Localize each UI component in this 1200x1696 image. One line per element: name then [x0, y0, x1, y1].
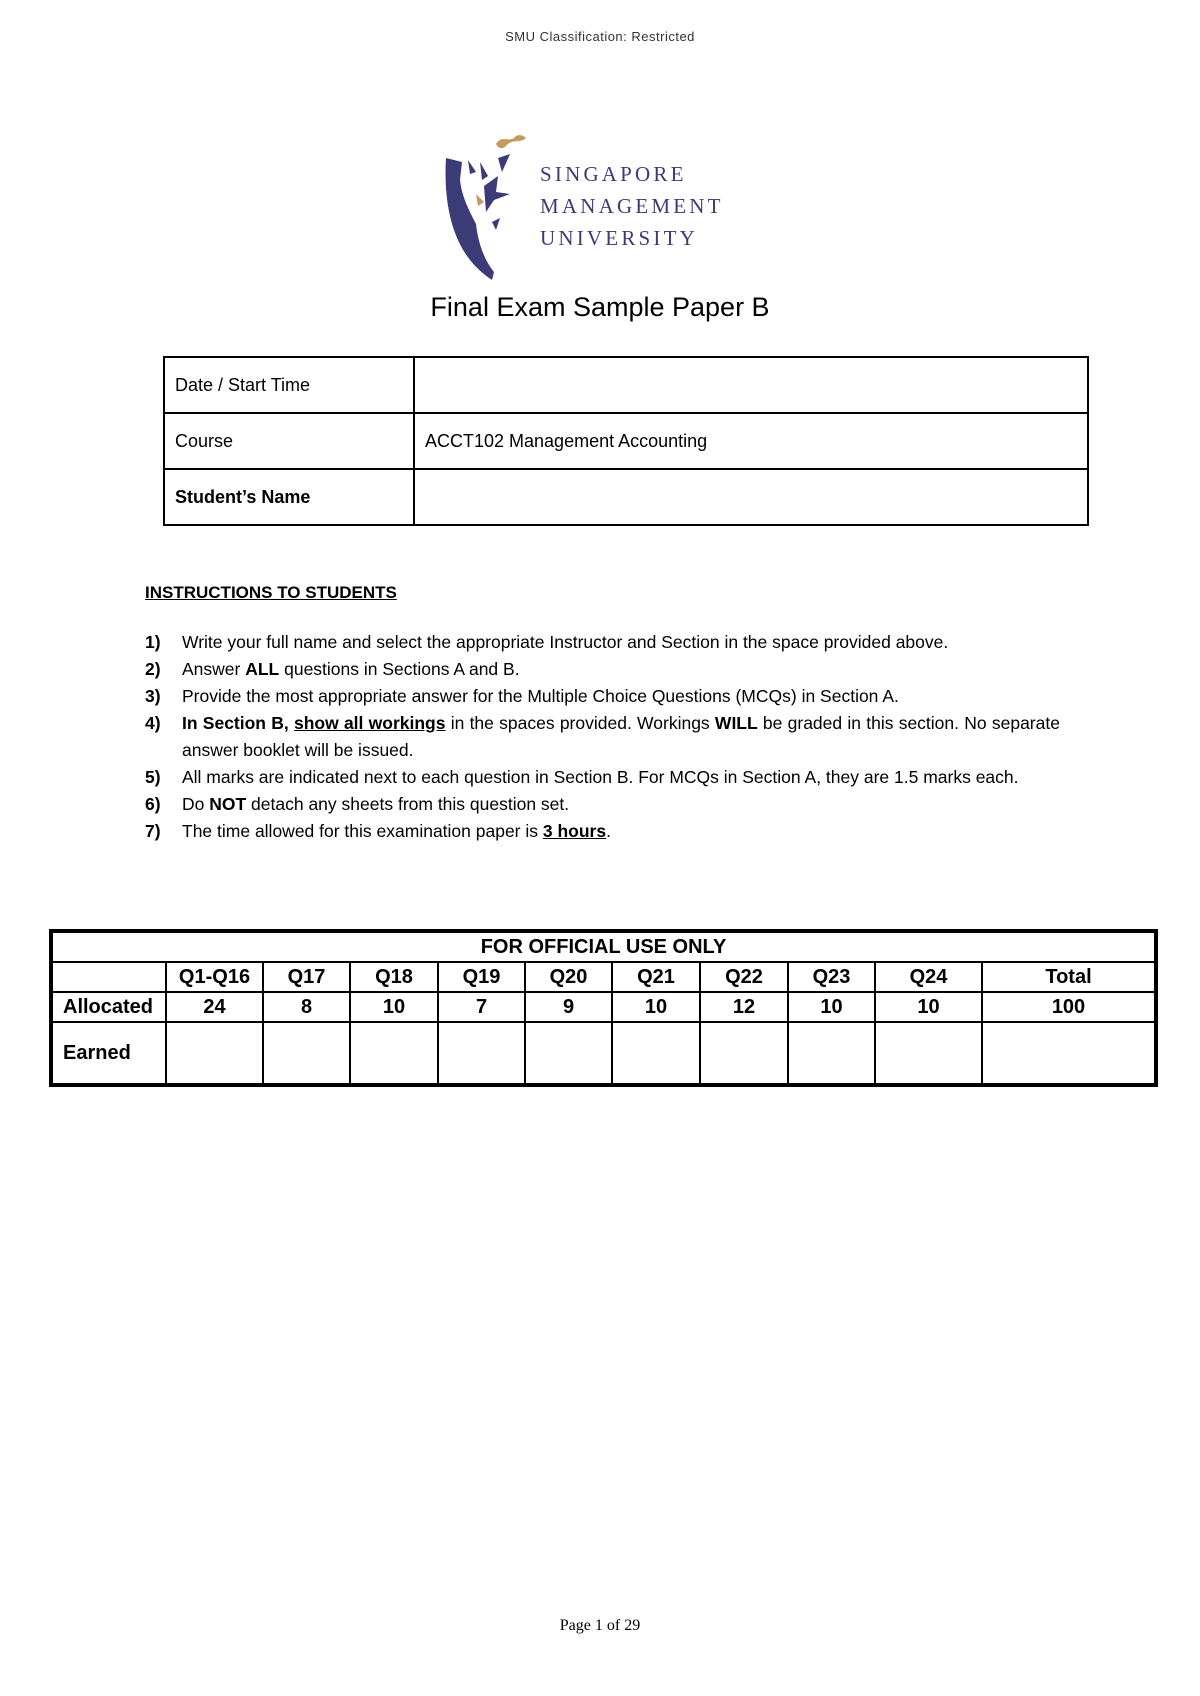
earned-q19-field[interactable] — [438, 1022, 525, 1085]
instruction-number: 1) — [145, 632, 161, 652]
classification-label: SMU Classification: Restricted — [505, 29, 695, 44]
page-title: Final Exam Sample Paper B — [430, 292, 770, 322]
allocated-label: Allocated — [51, 992, 166, 1022]
header-q22: Q22 — [700, 962, 788, 992]
instruction-text: The time allowed for this examination paper is — [182, 821, 543, 841]
instruction-text: Do — [182, 794, 210, 814]
allocated-row — [51, 992, 1156, 1022]
header-q19: Q19 — [438, 962, 525, 992]
earned-q1-q16-field[interactable] — [166, 1022, 263, 1085]
allocated-q1-q16: 24 — [166, 992, 263, 1022]
official-header-row — [51, 962, 1156, 992]
instruction-number: 2) — [145, 659, 161, 679]
instruction-text: detach any sheets from this question set. — [246, 794, 570, 814]
header-q24: Q24 — [875, 962, 982, 992]
date-field[interactable] — [414, 357, 1088, 413]
allocated-total: 100 — [982, 992, 1156, 1022]
allocated-q24: 10 — [875, 992, 982, 1022]
instruction-text: in the spaces provided. Workings — [445, 713, 715, 733]
info-row-date — [164, 357, 1088, 413]
instruction-item — [145, 818, 1060, 845]
instruction-number: 7) — [145, 821, 161, 841]
earned-label: Earned — [51, 1022, 166, 1085]
logo-text-line1: SINGAPORE — [540, 162, 687, 186]
header-q18: Q18 — [350, 962, 438, 992]
instruction-emphasis: In Section B, — [182, 713, 294, 733]
instruction-emphasis-underlined: 3 hours — [542, 821, 607, 841]
instructions-heading: INSTRUCTIONS TO STUDENTS — [145, 583, 397, 602]
student-name-field[interactable] — [414, 469, 1088, 525]
instruction-number: 4) — [145, 713, 161, 733]
page-number: Page 1 of 29 — [559, 1617, 641, 1634]
course-value: ACCT102 Management Accounting — [414, 413, 1088, 469]
instruction-text: Provide the most appropriate answer for the Multiple Choice Questions (MCQs) in Section A. — [182, 686, 899, 706]
earned-row — [51, 1022, 1156, 1085]
instruction-emphasis-underlined: show all workings — [293, 713, 446, 733]
info-row-name — [164, 469, 1088, 525]
date-label: Date / Start Time — [164, 357, 414, 413]
instruction-number: 3) — [145, 686, 161, 706]
instruction-item — [145, 656, 1060, 683]
logo-text-line2: MANAGEMENT — [540, 194, 724, 218]
student-info-table — [163, 356, 1089, 526]
earned-q24-field[interactable] — [875, 1022, 982, 1085]
instruction-text: Write your full name and select the appropriate Instructor and Section in the space provided above. — [182, 632, 949, 652]
instruction-emphasis: NOT — [209, 794, 247, 814]
header-q17: Q17 — [263, 962, 350, 992]
allocated-q17: 8 — [263, 992, 350, 1022]
earned-q17-field[interactable] — [263, 1022, 350, 1085]
instruction-number: 5) — [145, 767, 161, 787]
allocated-q19: 7 — [438, 992, 525, 1022]
instruction-text: be graded in this section. No separate answer booklet will be issued. — [182, 713, 1060, 760]
earned-q21-field[interactable] — [612, 1022, 700, 1085]
instruction-item — [145, 629, 1060, 656]
allocated-q18: 10 — [350, 992, 438, 1022]
instruction-emphasis: ALL — [245, 659, 280, 679]
info-row-course — [164, 413, 1088, 469]
instructions-list — [145, 629, 1060, 845]
instruction-text: Answer — [182, 659, 246, 679]
official-title-row — [51, 931, 1156, 962]
earned-q22-field[interactable] — [700, 1022, 788, 1085]
instruction-item — [145, 764, 1060, 791]
official-use-table — [49, 929, 1158, 1087]
logo-text-line3: UNIVERSITY — [540, 226, 698, 250]
university-logo — [440, 132, 760, 280]
instruction-text: . — [606, 821, 611, 841]
instruction-text: All marks are indicated next to each question in Section B. For MCQs in Section A, they are 1.5 marks each. — [182, 767, 1019, 787]
header-corner-cell — [51, 962, 166, 992]
official-use-title: FOR OFFICIAL USE ONLY — [51, 931, 1156, 962]
header-q23: Q23 — [788, 962, 875, 992]
instruction-number: 6) — [145, 794, 161, 814]
instruction-emphasis: WILL — [714, 713, 758, 733]
instruction-item — [145, 683, 1060, 710]
earned-total-field[interactable] — [982, 1022, 1156, 1085]
allocated-q21: 10 — [612, 992, 700, 1022]
smu-lion-emblem-icon — [440, 132, 536, 280]
instruction-item — [145, 791, 1060, 818]
instruction-text: questions in Sections A and B. — [279, 659, 520, 679]
header-q20: Q20 — [525, 962, 612, 992]
allocated-q20: 9 — [525, 992, 612, 1022]
instruction-item — [145, 710, 1060, 764]
student-name-label: Student’s Name — [164, 469, 414, 525]
header-total: Total — [982, 962, 1156, 992]
header-q1-q16: Q1-Q16 — [166, 962, 263, 992]
allocated-q23: 10 — [788, 992, 875, 1022]
header-q21: Q21 — [612, 962, 700, 992]
allocated-q22: 12 — [700, 992, 788, 1022]
earned-q23-field[interactable] — [788, 1022, 875, 1085]
earned-q18-field[interactable] — [350, 1022, 438, 1085]
earned-q20-field[interactable] — [525, 1022, 612, 1085]
course-label: Course — [164, 413, 414, 469]
